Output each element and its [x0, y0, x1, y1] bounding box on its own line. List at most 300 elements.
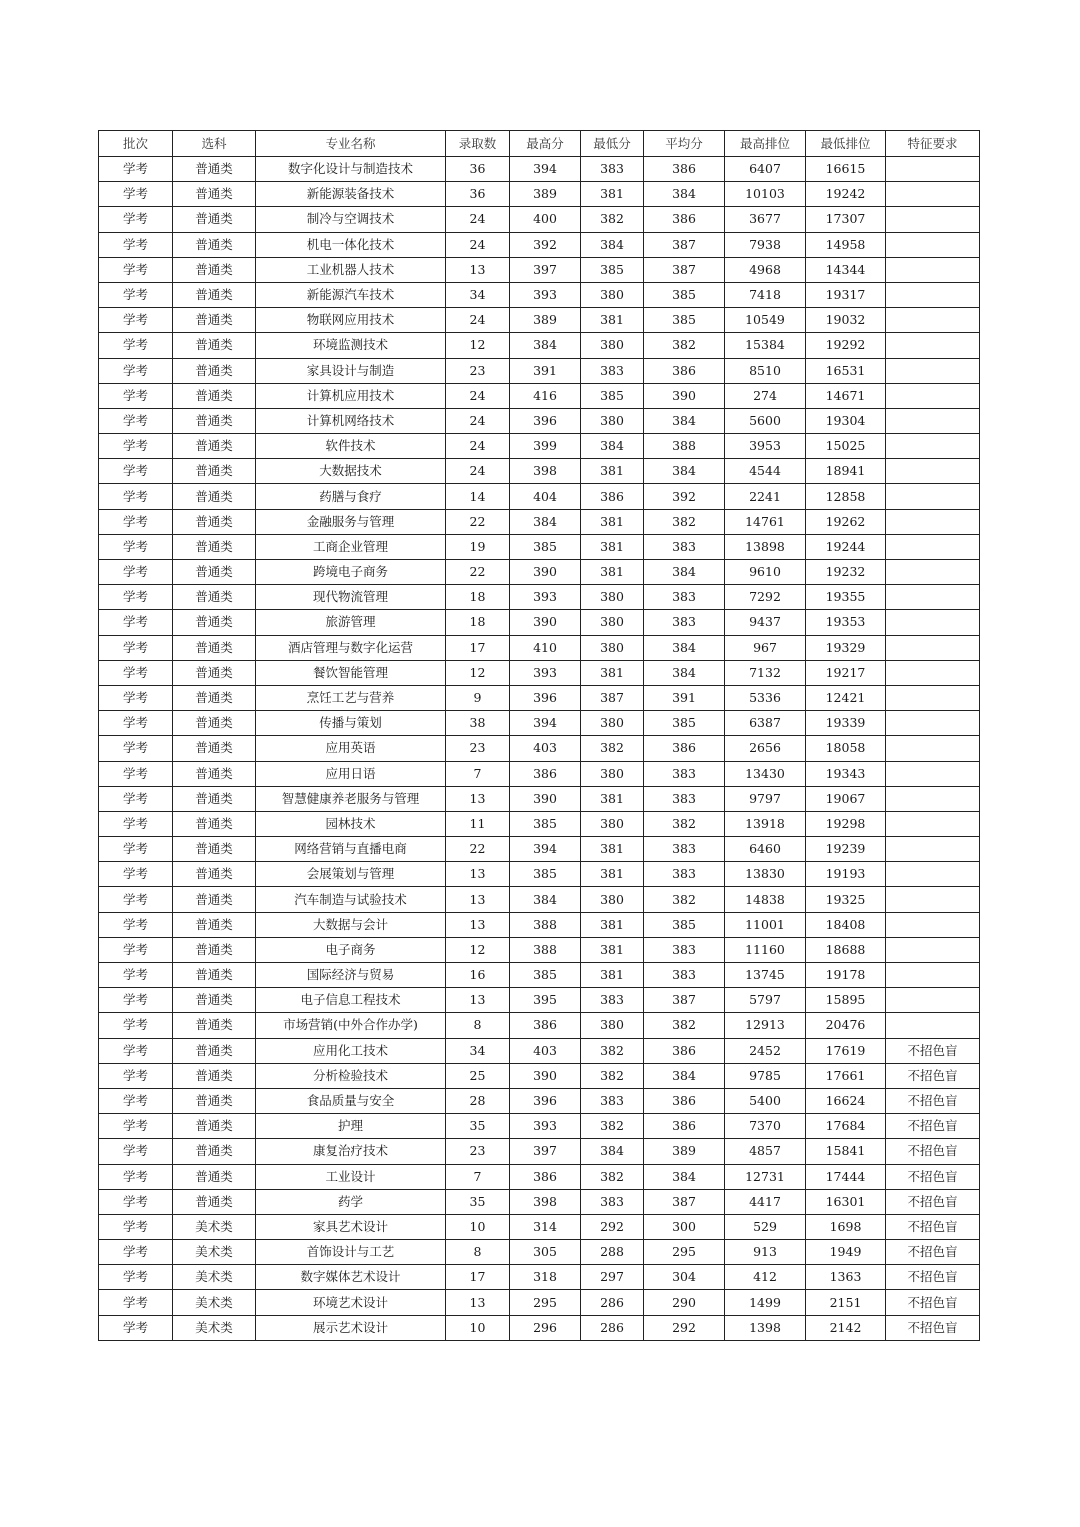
lowest-rank-cell: 17661	[806, 1063, 886, 1088]
lowest-score-cell: 383	[581, 1088, 644, 1113]
admitted-count-cell: 7	[446, 761, 510, 786]
header-lowest-rank: 最低排位	[806, 131, 886, 157]
lowest-rank-cell: 19317	[806, 282, 886, 307]
average-score-cell: 387	[644, 1189, 725, 1214]
admitted-count-cell: 24	[446, 207, 510, 232]
table-row	[99, 585, 980, 610]
admitted-count-cell: 13	[446, 887, 510, 912]
subject-cell: 普通类	[173, 232, 256, 257]
lowest-rank-cell: 12421	[806, 685, 886, 710]
major-name-cell: 电子商务	[256, 937, 446, 962]
average-score-cell: 391	[644, 685, 725, 710]
highest-score-cell: 388	[510, 937, 581, 962]
subject-cell: 普通类	[173, 1164, 256, 1189]
highest-rank-cell: 9797	[725, 786, 806, 811]
lowest-score-cell: 297	[581, 1265, 644, 1290]
major-name-cell: 烹饪工艺与营养	[256, 685, 446, 710]
requirement-cell	[886, 232, 980, 257]
subject-cell: 普通类	[173, 408, 256, 433]
highest-score-cell: 399	[510, 434, 581, 459]
subject-cell: 普通类	[173, 988, 256, 1013]
table-row	[99, 308, 980, 333]
highest-score-cell: 398	[510, 1189, 581, 1214]
table-row	[99, 182, 980, 207]
lowest-score-cell: 380	[581, 635, 644, 660]
table-row	[99, 912, 980, 937]
lowest-rank-cell: 19262	[806, 509, 886, 534]
highest-score-cell: 392	[510, 232, 581, 257]
average-score-cell: 384	[644, 1164, 725, 1189]
requirement-cell	[886, 862, 980, 887]
batch-cell: 学考	[99, 207, 173, 232]
table-row	[99, 711, 980, 736]
highest-rank-cell: 11001	[725, 912, 806, 937]
requirement-cell	[886, 459, 980, 484]
average-score-cell: 386	[644, 736, 725, 761]
requirement-cell	[886, 383, 980, 408]
table-row	[99, 484, 980, 509]
table-row	[99, 1114, 980, 1139]
lowest-score-cell: 381	[581, 509, 644, 534]
lowest-rank-cell: 19178	[806, 963, 886, 988]
highest-score-cell: 384	[510, 333, 581, 358]
lowest-score-cell: 380	[581, 585, 644, 610]
batch-cell: 学考	[99, 257, 173, 282]
admitted-count-cell: 19	[446, 534, 510, 559]
lowest-score-cell: 383	[581, 1189, 644, 1214]
subject-cell: 普通类	[173, 182, 256, 207]
highest-rank-cell: 4417	[725, 1189, 806, 1214]
major-name-cell: 物联网应用技术	[256, 308, 446, 333]
header-batch: 批次	[99, 131, 173, 157]
admitted-count-cell: 18	[446, 610, 510, 635]
highest-score-cell: 314	[510, 1214, 581, 1239]
lowest-rank-cell: 16615	[806, 157, 886, 182]
requirement-cell: 不招色盲	[886, 1114, 980, 1139]
major-name-cell: 药膳与食疗	[256, 484, 446, 509]
table-row	[99, 660, 980, 685]
subject-cell: 普通类	[173, 459, 256, 484]
average-score-cell: 388	[644, 434, 725, 459]
lowest-rank-cell: 2142	[806, 1315, 886, 1340]
highest-rank-cell: 967	[725, 635, 806, 660]
requirement-cell	[886, 837, 980, 862]
highest-rank-cell: 6387	[725, 711, 806, 736]
requirement-cell: 不招色盲	[886, 1164, 980, 1189]
lowest-rank-cell: 18941	[806, 459, 886, 484]
subject-cell: 普通类	[173, 333, 256, 358]
lowest-rank-cell: 19193	[806, 862, 886, 887]
requirement-cell	[886, 207, 980, 232]
average-score-cell: 382	[644, 887, 725, 912]
table-row	[99, 887, 980, 912]
table-row	[99, 434, 980, 459]
average-score-cell: 304	[644, 1265, 725, 1290]
lowest-rank-cell: 16301	[806, 1189, 886, 1214]
subject-cell: 普通类	[173, 1114, 256, 1139]
highest-rank-cell: 13745	[725, 963, 806, 988]
admitted-count-cell: 8	[446, 1240, 510, 1265]
highest-rank-cell: 1499	[725, 1290, 806, 1315]
header-special-requirement: 特征要求	[886, 131, 980, 157]
batch-cell: 学考	[99, 761, 173, 786]
lowest-score-cell: 380	[581, 761, 644, 786]
major-name-cell: 机电一体化技术	[256, 232, 446, 257]
subject-cell: 美术类	[173, 1290, 256, 1315]
highest-score-cell: 389	[510, 308, 581, 333]
requirement-cell: 不招色盲	[886, 1139, 980, 1164]
average-score-cell: 383	[644, 534, 725, 559]
admitted-count-cell: 13	[446, 988, 510, 1013]
admitted-count-cell: 24	[446, 308, 510, 333]
requirement-cell	[886, 484, 980, 509]
admission-score-sheet	[98, 130, 979, 1341]
header-highest-rank: 最高排位	[725, 131, 806, 157]
major-name-cell: 软件技术	[256, 434, 446, 459]
table-row	[99, 383, 980, 408]
lowest-score-cell: 381	[581, 660, 644, 685]
requirement-cell	[886, 887, 980, 912]
average-score-cell: 383	[644, 786, 725, 811]
requirement-cell: 不招色盲	[886, 1265, 980, 1290]
major-name-cell: 工业设计	[256, 1164, 446, 1189]
highest-score-cell: 397	[510, 1139, 581, 1164]
highest-score-cell: 386	[510, 1164, 581, 1189]
highest-rank-cell: 14838	[725, 887, 806, 912]
batch-cell: 学考	[99, 988, 173, 1013]
subject-cell: 普通类	[173, 1088, 256, 1113]
highest-score-cell: 391	[510, 358, 581, 383]
highest-score-cell: 396	[510, 408, 581, 433]
lowest-rank-cell: 15025	[806, 434, 886, 459]
table-body	[99, 157, 980, 1341]
header-row	[99, 131, 980, 157]
lowest-score-cell: 381	[581, 937, 644, 962]
lowest-rank-cell: 17444	[806, 1164, 886, 1189]
average-score-cell: 383	[644, 837, 725, 862]
subject-cell: 普通类	[173, 963, 256, 988]
highest-score-cell: 385	[510, 534, 581, 559]
major-name-cell: 大数据与会计	[256, 912, 446, 937]
admitted-count-cell: 23	[446, 358, 510, 383]
highest-score-cell: 390	[510, 610, 581, 635]
batch-cell: 学考	[99, 1063, 173, 1088]
lowest-rank-cell: 19353	[806, 610, 886, 635]
subject-cell: 普通类	[173, 786, 256, 811]
lowest-score-cell: 382	[581, 1038, 644, 1063]
admitted-count-cell: 35	[446, 1114, 510, 1139]
lowest-rank-cell: 19244	[806, 534, 886, 559]
highest-score-cell: 318	[510, 1265, 581, 1290]
subject-cell: 美术类	[173, 1240, 256, 1265]
lowest-rank-cell: 15895	[806, 988, 886, 1013]
table-row	[99, 257, 980, 282]
admitted-count-cell: 9	[446, 685, 510, 710]
subject-cell: 普通类	[173, 308, 256, 333]
requirement-cell: 不招色盲	[886, 1315, 980, 1340]
batch-cell: 学考	[99, 534, 173, 559]
requirement-cell	[886, 736, 980, 761]
lowest-score-cell: 381	[581, 308, 644, 333]
admitted-count-cell: 24	[446, 459, 510, 484]
average-score-cell: 384	[644, 408, 725, 433]
highest-rank-cell: 8510	[725, 358, 806, 383]
requirement-cell	[886, 912, 980, 937]
lowest-score-cell: 382	[581, 207, 644, 232]
average-score-cell: 384	[644, 635, 725, 660]
admitted-count-cell: 34	[446, 282, 510, 307]
lowest-rank-cell: 19239	[806, 837, 886, 862]
highest-rank-cell: 1398	[725, 1315, 806, 1340]
highest-rank-cell: 7938	[725, 232, 806, 257]
highest-rank-cell: 9785	[725, 1063, 806, 1088]
admitted-count-cell: 23	[446, 736, 510, 761]
batch-cell: 学考	[99, 660, 173, 685]
batch-cell: 学考	[99, 1164, 173, 1189]
lowest-score-cell: 382	[581, 1114, 644, 1139]
requirement-cell	[886, 257, 980, 282]
subject-cell: 普通类	[173, 1063, 256, 1088]
admitted-count-cell: 28	[446, 1088, 510, 1113]
highest-rank-cell: 2656	[725, 736, 806, 761]
highest-rank-cell: 4968	[725, 257, 806, 282]
highest-score-cell: 384	[510, 887, 581, 912]
table-row	[99, 282, 980, 307]
batch-cell: 学考	[99, 358, 173, 383]
lowest-rank-cell: 19242	[806, 182, 886, 207]
highest-score-cell: 389	[510, 182, 581, 207]
major-name-cell: 展示艺术设计	[256, 1315, 446, 1340]
subject-cell: 普通类	[173, 157, 256, 182]
lowest-score-cell: 380	[581, 711, 644, 736]
subject-cell: 普通类	[173, 635, 256, 660]
highest-score-cell: 393	[510, 585, 581, 610]
batch-cell: 学考	[99, 685, 173, 710]
table-row	[99, 157, 980, 182]
average-score-cell: 384	[644, 1063, 725, 1088]
subject-cell: 普通类	[173, 711, 256, 736]
lowest-rank-cell: 18058	[806, 736, 886, 761]
lowest-score-cell: 383	[581, 157, 644, 182]
major-name-cell: 酒店管理与数字化运营	[256, 635, 446, 660]
highest-rank-cell: 274	[725, 383, 806, 408]
table-row	[99, 1164, 980, 1189]
major-name-cell: 网络营销与直播电商	[256, 837, 446, 862]
batch-cell: 学考	[99, 786, 173, 811]
lowest-rank-cell: 1698	[806, 1214, 886, 1239]
highest-rank-cell: 2241	[725, 484, 806, 509]
major-name-cell: 分析检验技术	[256, 1063, 446, 1088]
table-row	[99, 811, 980, 836]
average-score-cell: 292	[644, 1315, 725, 1340]
requirement-cell	[886, 560, 980, 585]
highest-score-cell: 394	[510, 157, 581, 182]
average-score-cell: 386	[644, 1088, 725, 1113]
lowest-score-cell: 381	[581, 459, 644, 484]
requirement-cell	[886, 408, 980, 433]
average-score-cell: 295	[644, 1240, 725, 1265]
admitted-count-cell: 24	[446, 232, 510, 257]
highest-score-cell: 390	[510, 786, 581, 811]
batch-cell: 学考	[99, 1290, 173, 1315]
highest-score-cell: 385	[510, 963, 581, 988]
lowest-rank-cell: 19355	[806, 585, 886, 610]
average-score-cell: 384	[644, 560, 725, 585]
header-lowest-score: 最低分	[581, 131, 644, 157]
average-score-cell: 383	[644, 937, 725, 962]
lowest-score-cell: 384	[581, 434, 644, 459]
table-row	[99, 963, 980, 988]
admitted-count-cell: 24	[446, 408, 510, 433]
lowest-score-cell: 381	[581, 786, 644, 811]
table-row	[99, 610, 980, 635]
subject-cell: 普通类	[173, 685, 256, 710]
average-score-cell: 386	[644, 1038, 725, 1063]
highest-score-cell: 385	[510, 811, 581, 836]
table-row	[99, 1038, 980, 1063]
batch-cell: 学考	[99, 282, 173, 307]
requirement-cell	[886, 685, 980, 710]
lowest-score-cell: 385	[581, 383, 644, 408]
major-name-cell: 智慧健康养老服务与管理	[256, 786, 446, 811]
table-row	[99, 837, 980, 862]
admitted-count-cell: 13	[446, 257, 510, 282]
admitted-count-cell: 10	[446, 1315, 510, 1340]
lowest-rank-cell: 1949	[806, 1240, 886, 1265]
lowest-score-cell: 385	[581, 257, 644, 282]
admitted-count-cell: 17	[446, 1265, 510, 1290]
table-row	[99, 1088, 980, 1113]
highest-rank-cell: 7132	[725, 660, 806, 685]
lowest-rank-cell: 2151	[806, 1290, 886, 1315]
admitted-count-cell: 12	[446, 937, 510, 962]
highest-rank-cell: 13898	[725, 534, 806, 559]
table-row	[99, 232, 980, 257]
admitted-count-cell: 8	[446, 1013, 510, 1038]
lowest-rank-cell: 18408	[806, 912, 886, 937]
batch-cell: 学考	[99, 585, 173, 610]
highest-score-cell: 305	[510, 1240, 581, 1265]
requirement-cell	[886, 509, 980, 534]
average-score-cell: 300	[644, 1214, 725, 1239]
major-name-cell: 金融服务与管理	[256, 509, 446, 534]
batch-cell: 学考	[99, 1114, 173, 1139]
lowest-rank-cell: 19304	[806, 408, 886, 433]
highest-rank-cell: 12731	[725, 1164, 806, 1189]
subject-cell: 普通类	[173, 937, 256, 962]
requirement-cell	[886, 434, 980, 459]
batch-cell: 学考	[99, 560, 173, 585]
requirement-cell	[886, 660, 980, 685]
admitted-count-cell: 17	[446, 635, 510, 660]
batch-cell: 学考	[99, 1214, 173, 1239]
average-score-cell: 392	[644, 484, 725, 509]
batch-cell: 学考	[99, 1265, 173, 1290]
subject-cell: 普通类	[173, 534, 256, 559]
major-name-cell: 数字媒体艺术设计	[256, 1265, 446, 1290]
highest-rank-cell: 5600	[725, 408, 806, 433]
lowest-score-cell: 380	[581, 1013, 644, 1038]
lowest-rank-cell: 16531	[806, 358, 886, 383]
lowest-score-cell: 381	[581, 560, 644, 585]
lowest-score-cell: 286	[581, 1290, 644, 1315]
table-row	[99, 207, 980, 232]
subject-cell: 普通类	[173, 887, 256, 912]
major-name-cell: 计算机网络技术	[256, 408, 446, 433]
requirement-cell	[886, 786, 980, 811]
lowest-rank-cell: 14958	[806, 232, 886, 257]
subject-cell: 普通类	[173, 560, 256, 585]
highest-score-cell: 396	[510, 1088, 581, 1113]
requirement-cell	[886, 988, 980, 1013]
highest-rank-cell: 15384	[725, 333, 806, 358]
requirement-cell	[886, 157, 980, 182]
major-name-cell: 护理	[256, 1114, 446, 1139]
subject-cell: 普通类	[173, 383, 256, 408]
batch-cell: 学考	[99, 408, 173, 433]
batch-cell: 学考	[99, 182, 173, 207]
highest-rank-cell: 913	[725, 1240, 806, 1265]
major-name-cell: 工商企业管理	[256, 534, 446, 559]
requirement-cell: 不招色盲	[886, 1214, 980, 1239]
lowest-score-cell: 382	[581, 736, 644, 761]
average-score-cell: 390	[644, 383, 725, 408]
table-row	[99, 1265, 980, 1290]
table-row	[99, 358, 980, 383]
major-name-cell: 园林技术	[256, 811, 446, 836]
lowest-score-cell: 380	[581, 610, 644, 635]
batch-cell: 学考	[99, 1139, 173, 1164]
requirement-cell	[886, 282, 980, 307]
lowest-score-cell: 380	[581, 408, 644, 433]
table-row	[99, 1189, 980, 1214]
table-row	[99, 988, 980, 1013]
average-score-cell: 383	[644, 963, 725, 988]
header-highest-score: 最高分	[510, 131, 581, 157]
average-score-cell: 384	[644, 660, 725, 685]
requirement-cell: 不招色盲	[886, 1063, 980, 1088]
highest-score-cell: 296	[510, 1315, 581, 1340]
subject-cell: 普通类	[173, 610, 256, 635]
admitted-count-cell: 12	[446, 660, 510, 685]
admitted-count-cell: 35	[446, 1189, 510, 1214]
major-name-cell: 应用日语	[256, 761, 446, 786]
subject-cell: 美术类	[173, 1315, 256, 1340]
admitted-count-cell: 11	[446, 811, 510, 836]
subject-cell: 普通类	[173, 1139, 256, 1164]
lowest-score-cell: 381	[581, 534, 644, 559]
table-row	[99, 459, 980, 484]
admitted-count-cell: 10	[446, 1214, 510, 1239]
average-score-cell: 382	[644, 1013, 725, 1038]
average-score-cell: 383	[644, 862, 725, 887]
major-name-cell: 会展策划与管理	[256, 862, 446, 887]
admitted-count-cell: 24	[446, 434, 510, 459]
batch-cell: 学考	[99, 1189, 173, 1214]
table-row	[99, 937, 980, 962]
header-subject-category: 选科	[173, 131, 256, 157]
major-name-cell: 家具设计与制造	[256, 358, 446, 383]
requirement-cell	[886, 182, 980, 207]
highest-score-cell: 403	[510, 1038, 581, 1063]
average-score-cell: 385	[644, 282, 725, 307]
average-score-cell: 382	[644, 509, 725, 534]
highest-rank-cell: 4857	[725, 1139, 806, 1164]
table-row	[99, 635, 980, 660]
batch-cell: 学考	[99, 736, 173, 761]
average-score-cell: 382	[644, 811, 725, 836]
lowest-rank-cell: 19067	[806, 786, 886, 811]
